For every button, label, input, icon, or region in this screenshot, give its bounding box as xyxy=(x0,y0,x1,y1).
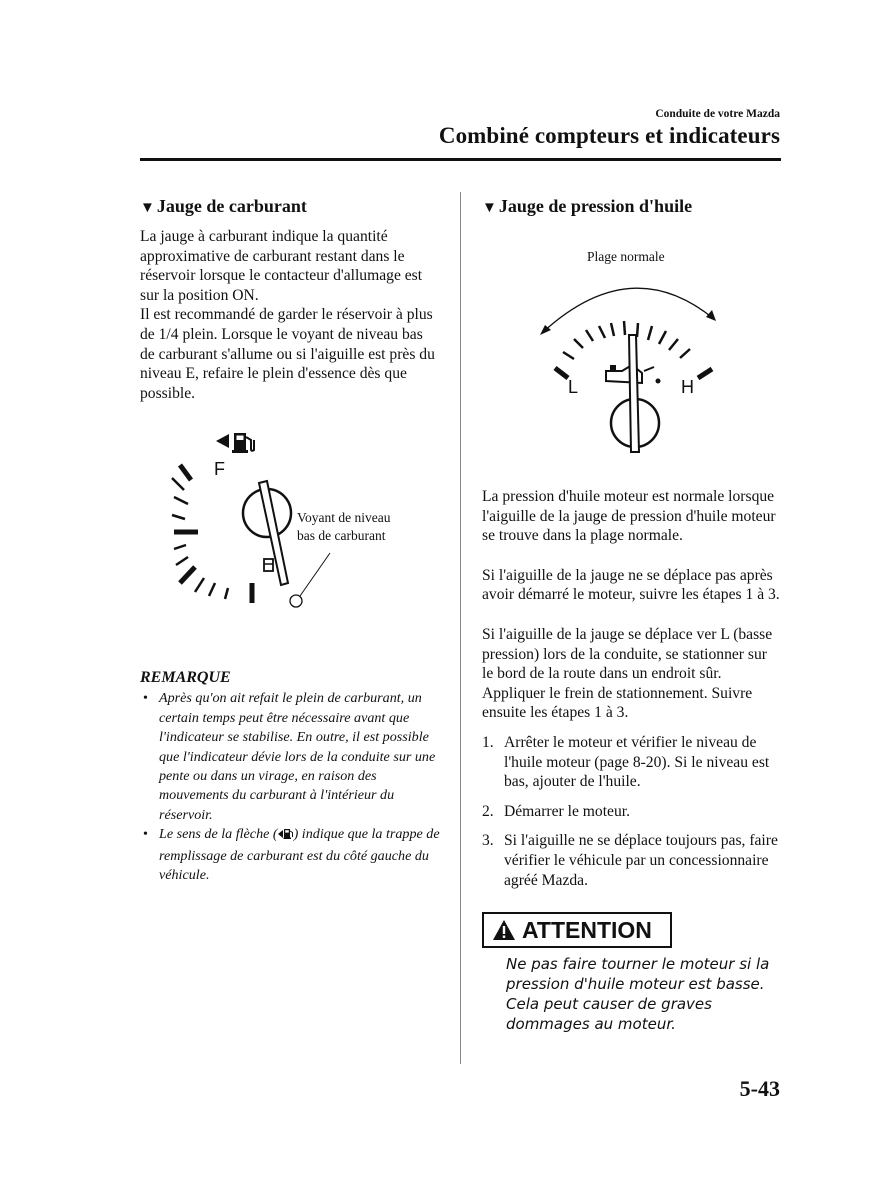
low-fuel-warning-icon xyxy=(264,559,273,571)
fuel-door-arrow-icon xyxy=(216,434,229,448)
step-text: Démarrer le moteur. xyxy=(504,802,630,820)
oil-gauge-needle xyxy=(629,335,639,452)
note-title: REMARQUE xyxy=(140,669,231,687)
fuel-gauge-paragraph-2: Il est recommandé de garder le réservoir à plus de 1/4 plein. Lorsque le voyant de niveau bas de carburant s'allume ou si l'aiguille est près du niveau E, refaire le plein d'essence dès que possible. xyxy=(140,306,435,402)
fuel-door-direction-icon xyxy=(278,827,294,846)
normal-range-label: Plage normale xyxy=(587,249,665,264)
bullet: • xyxy=(143,690,148,707)
step-number: 3. xyxy=(482,832,494,850)
fuel-gauge-heading xyxy=(140,196,440,217)
attention-text: Ne pas faire tourner le moteur si la pression d'huile moteur est basse. Cela peut causer de graves dommages au moteur. xyxy=(506,955,770,1034)
fuel-gauge-ticks xyxy=(172,465,252,603)
oil-pressure-section xyxy=(482,196,782,1034)
fuel-gauge-heading-text: Jauge de carburant xyxy=(156,196,307,216)
note-item-text: Après qu'on ait refait le plein de carburant, un certain temps peut être nécessaire avant que l'indicateur se stabilise. En outre, il est possible que l'indicateur dévie lors de la conduite sur une pente ou dans un virage, en raison des mouvements du carburant à l'intérieur du réservoir. xyxy=(159,690,436,823)
page-number: 5-43 xyxy=(739,1076,780,1101)
high-pressure-label: H xyxy=(681,377,694,397)
bullet: • xyxy=(143,826,148,843)
header-rule xyxy=(140,158,781,161)
note-list xyxy=(140,689,440,885)
fuel-gauge-f-label: F xyxy=(214,459,225,480)
oil-pressure-paragraph-3: Si l'aiguille de la jauge se déplace ver L (basse pression) lors de la conduite, se stationner sur le bord de la route dans un endroit sûr. Appliquer le frein de stationnement. Suivre ensuite les étapes 1 à 3. xyxy=(482,625,773,722)
normal-range-arc xyxy=(542,288,714,333)
column-divider xyxy=(460,192,461,1064)
triangle-marker-icon: ▼ xyxy=(482,200,497,216)
step-number: 1. xyxy=(482,733,494,751)
fuel-gauge-illustration xyxy=(140,433,440,643)
oil-pressure-heading xyxy=(482,196,782,217)
step-text: Arrêter le moteur et vérifier le niveau de l'huile moteur (page 8-20). Si le niveau est bas, ajouter de l'huile. xyxy=(504,733,770,791)
note-item-text-part-2: ) indique que la trappe de remplissage de carburant est du côté gauche du véhicule. xyxy=(159,826,440,883)
header-section-label: Conduite de votre Mazda xyxy=(655,108,780,120)
page-title: Combiné compteurs et indicateurs xyxy=(438,123,780,148)
attention-box xyxy=(482,912,672,948)
fuel-gauge-section xyxy=(140,196,440,885)
step-item xyxy=(482,831,782,890)
attention-label: ATTENTION xyxy=(522,917,652,944)
note-item xyxy=(140,825,440,885)
oil-pressure-figure xyxy=(482,227,782,417)
fuel-pump-icon xyxy=(232,433,254,453)
oil-pressure-heading-text: Jauge de pression d'huile xyxy=(498,196,693,216)
oil-pressure-paragraph-2: Si l'aiguille de la jauge ne se déplace pas après avoir démarré le moteur, suivre les étapes 1 à 3. xyxy=(482,566,780,604)
fuel-gauge-figure xyxy=(140,433,440,643)
steps-list xyxy=(482,733,782,890)
step-number: 2. xyxy=(482,802,494,820)
step-item xyxy=(482,733,782,792)
callout-marker xyxy=(290,595,302,607)
note-item xyxy=(140,689,440,825)
triangle-marker-icon: ▼ xyxy=(140,200,155,216)
step-text: Si l'aiguille ne se déplace toujours pas, faire vérifier le véhicule par un concessionnaire agréé Mazda. xyxy=(504,832,778,889)
note-item-text-part-1: Le sens de la flèche ( xyxy=(159,826,278,843)
step-item xyxy=(482,802,782,822)
low-pressure-label: L xyxy=(568,377,579,397)
fuel-gauge-paragraph-1: La jauge à carburant indique la quantité approximative de carburant restant dans le réservoir lorsque le contacteur d'allumage est sur la position ON. xyxy=(140,228,423,304)
callout-label-line-2: bas de carburant xyxy=(297,528,386,544)
oil-pressure-paragraph-1: La pression d'huile moteur est normale lorsque l'aiguille de la jauge de pression d'huile moteur se trouve dans la plage normale. xyxy=(482,488,776,545)
callout-label-line-1: Voyant de niveau xyxy=(297,510,391,526)
oil-pressure-illustration xyxy=(482,227,782,417)
warning-triangle-icon xyxy=(492,919,516,941)
